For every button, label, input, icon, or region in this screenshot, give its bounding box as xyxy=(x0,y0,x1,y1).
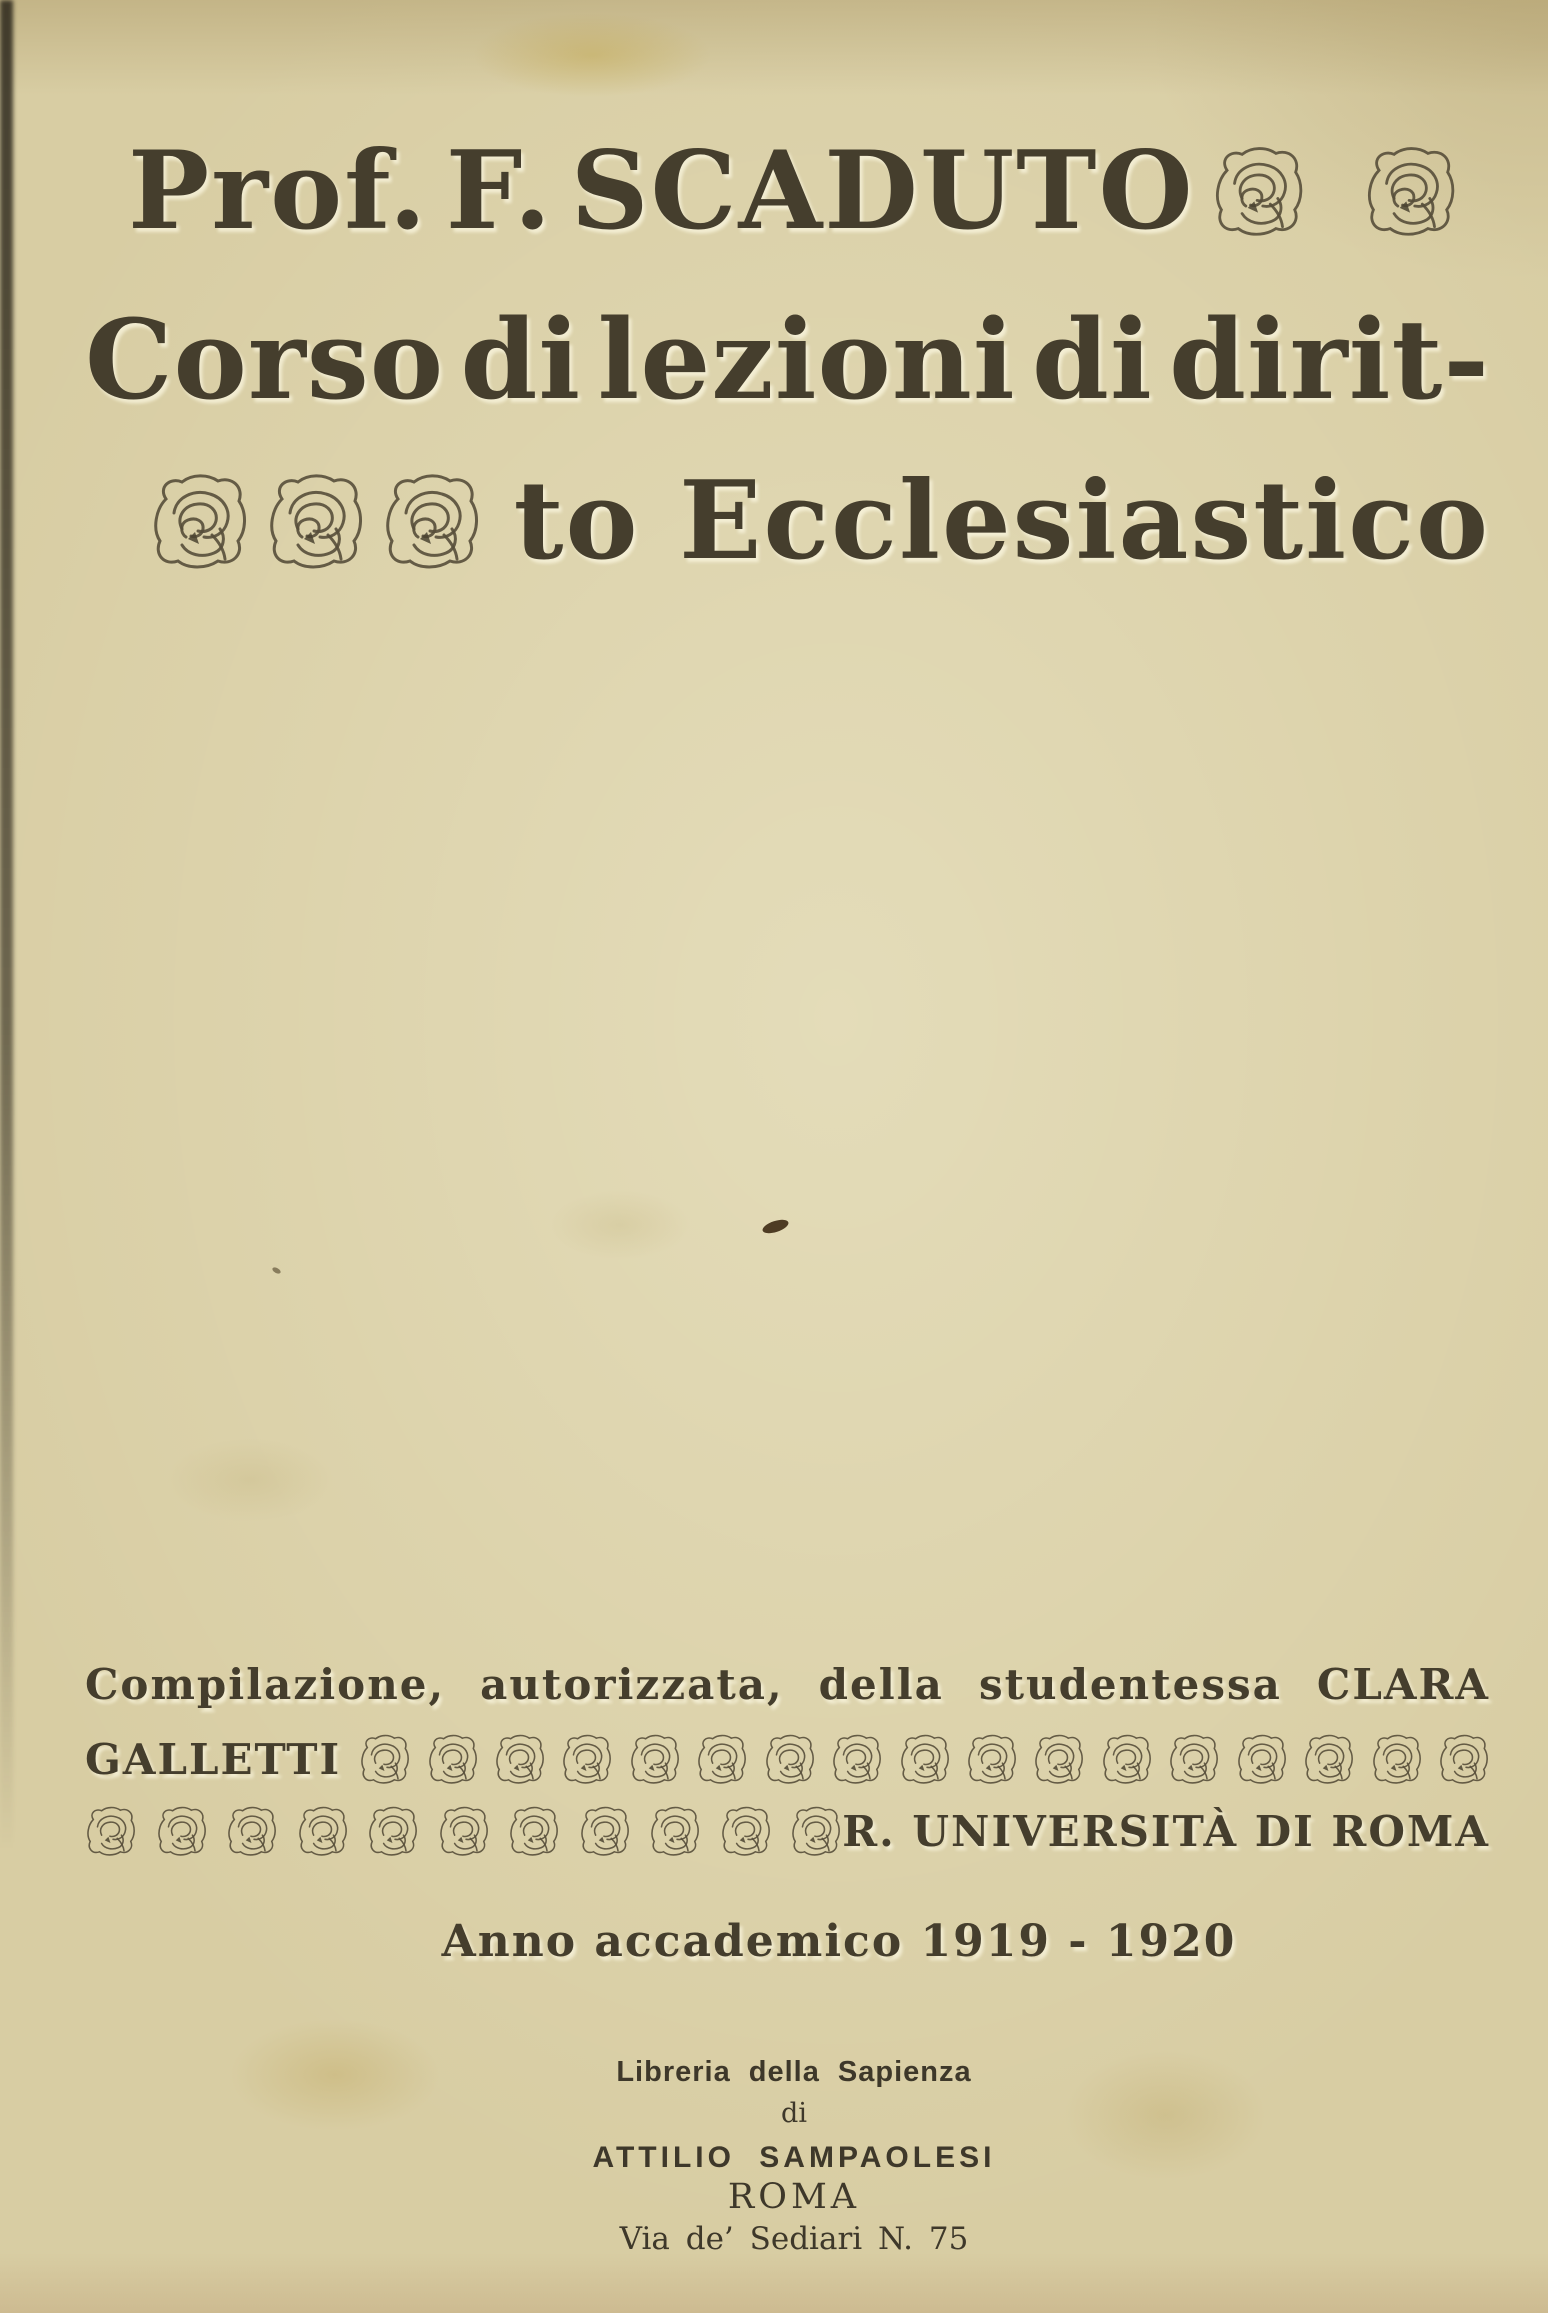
rose-ornament-icon xyxy=(720,1805,772,1857)
imprint-block xyxy=(0,2056,1548,2257)
title-word: F. xyxy=(445,128,554,254)
rose-ornament-icon xyxy=(438,1805,490,1857)
attribution-word: studentessa xyxy=(978,1660,1282,1709)
imprint-store: Libreria della Sapienza xyxy=(616,2056,972,2088)
imprint-address: Via de’ Sediari N. 75 xyxy=(619,2221,969,2257)
rose-ornament-icon xyxy=(1303,1733,1355,1785)
imprint-city: ROMA xyxy=(727,2177,861,2217)
rose-ornament-icon xyxy=(1168,1733,1220,1785)
title-word: di xyxy=(1032,295,1153,424)
rose-ornament-icon xyxy=(150,471,250,571)
rose-ornament-icon xyxy=(1438,1733,1490,1785)
title-word: SCADUTO xyxy=(570,128,1195,254)
rose-ornament-icon xyxy=(1033,1733,1085,1785)
rose-ornament-icon xyxy=(966,1733,1018,1785)
title-word: Prof. xyxy=(128,128,429,254)
title-word: lezioni xyxy=(597,295,1016,424)
title-word: Corso xyxy=(85,295,445,424)
title-word: dirit- xyxy=(1169,295,1490,424)
rose-ornament-icon xyxy=(1236,1733,1288,1785)
rose-ornament-icon xyxy=(427,1733,479,1785)
rose-ornament-icon xyxy=(696,1733,748,1785)
rose-ornament-icon xyxy=(1101,1733,1153,1785)
imprint-publisher: ATTILIO SAMPAOLESI xyxy=(592,2141,996,2174)
ornament-strip xyxy=(359,1733,1490,1785)
title-line-1 xyxy=(128,128,1458,254)
attribution-line-1 xyxy=(85,1660,1490,1709)
paper-speck xyxy=(761,1217,790,1236)
attribution-word: della xyxy=(818,1660,944,1709)
rose-ornament-icon xyxy=(579,1805,631,1857)
university-name: R. UNIVERSITÀ DI ROMA xyxy=(842,1806,1490,1856)
rose-ornament-icon xyxy=(1212,144,1306,238)
rose-ornament-icon xyxy=(508,1805,560,1857)
attribution-word: CLARA xyxy=(1316,1660,1490,1709)
title-line-3-text: to Ecclesiastico xyxy=(513,458,1490,584)
rose-ornament-icon xyxy=(629,1733,681,1785)
rose-ornament-icon xyxy=(790,1805,842,1857)
title-word: di xyxy=(460,295,582,424)
rose-ornament-icon xyxy=(1371,1733,1423,1785)
rose-ornament-icon xyxy=(156,1805,208,1857)
rose-ornament-icon xyxy=(266,471,366,571)
rose-ornament-icon xyxy=(85,1805,137,1857)
page-left-edge-shadow xyxy=(0,0,13,1850)
title-line-2 xyxy=(85,295,1490,424)
rose-ornament-icon xyxy=(382,471,482,571)
ornament-strip xyxy=(85,1805,842,1857)
rose-ornament-icon xyxy=(494,1733,546,1785)
ornament-strip xyxy=(1212,144,1458,238)
rose-ornament-icon xyxy=(764,1733,816,1785)
imprint-of: di xyxy=(781,2098,807,2129)
paper-speck xyxy=(271,1266,281,1275)
title-line-3 xyxy=(150,458,1490,584)
rose-ornament-icon xyxy=(561,1733,613,1785)
rose-ornament-icon xyxy=(1364,144,1458,238)
student-surname: GALLETTI xyxy=(85,1734,342,1784)
ornament-strip xyxy=(150,471,482,571)
rose-ornament-icon xyxy=(297,1805,349,1857)
attribution-line-3 xyxy=(85,1805,1490,1857)
rose-ornament-icon xyxy=(359,1733,411,1785)
attribution-word: Compilazione, xyxy=(85,1660,446,1709)
academic-year: Anno accademico 1919 - 1920 xyxy=(441,1916,1237,1967)
rose-ornament-icon xyxy=(226,1805,278,1857)
attribution-line-2 xyxy=(85,1733,1490,1785)
rose-ornament-icon xyxy=(831,1733,883,1785)
attribution-word: autorizzata, xyxy=(480,1660,784,1709)
rose-ornament-icon xyxy=(367,1805,419,1857)
rose-ornament-icon xyxy=(899,1733,951,1785)
rose-ornament-icon xyxy=(649,1805,701,1857)
